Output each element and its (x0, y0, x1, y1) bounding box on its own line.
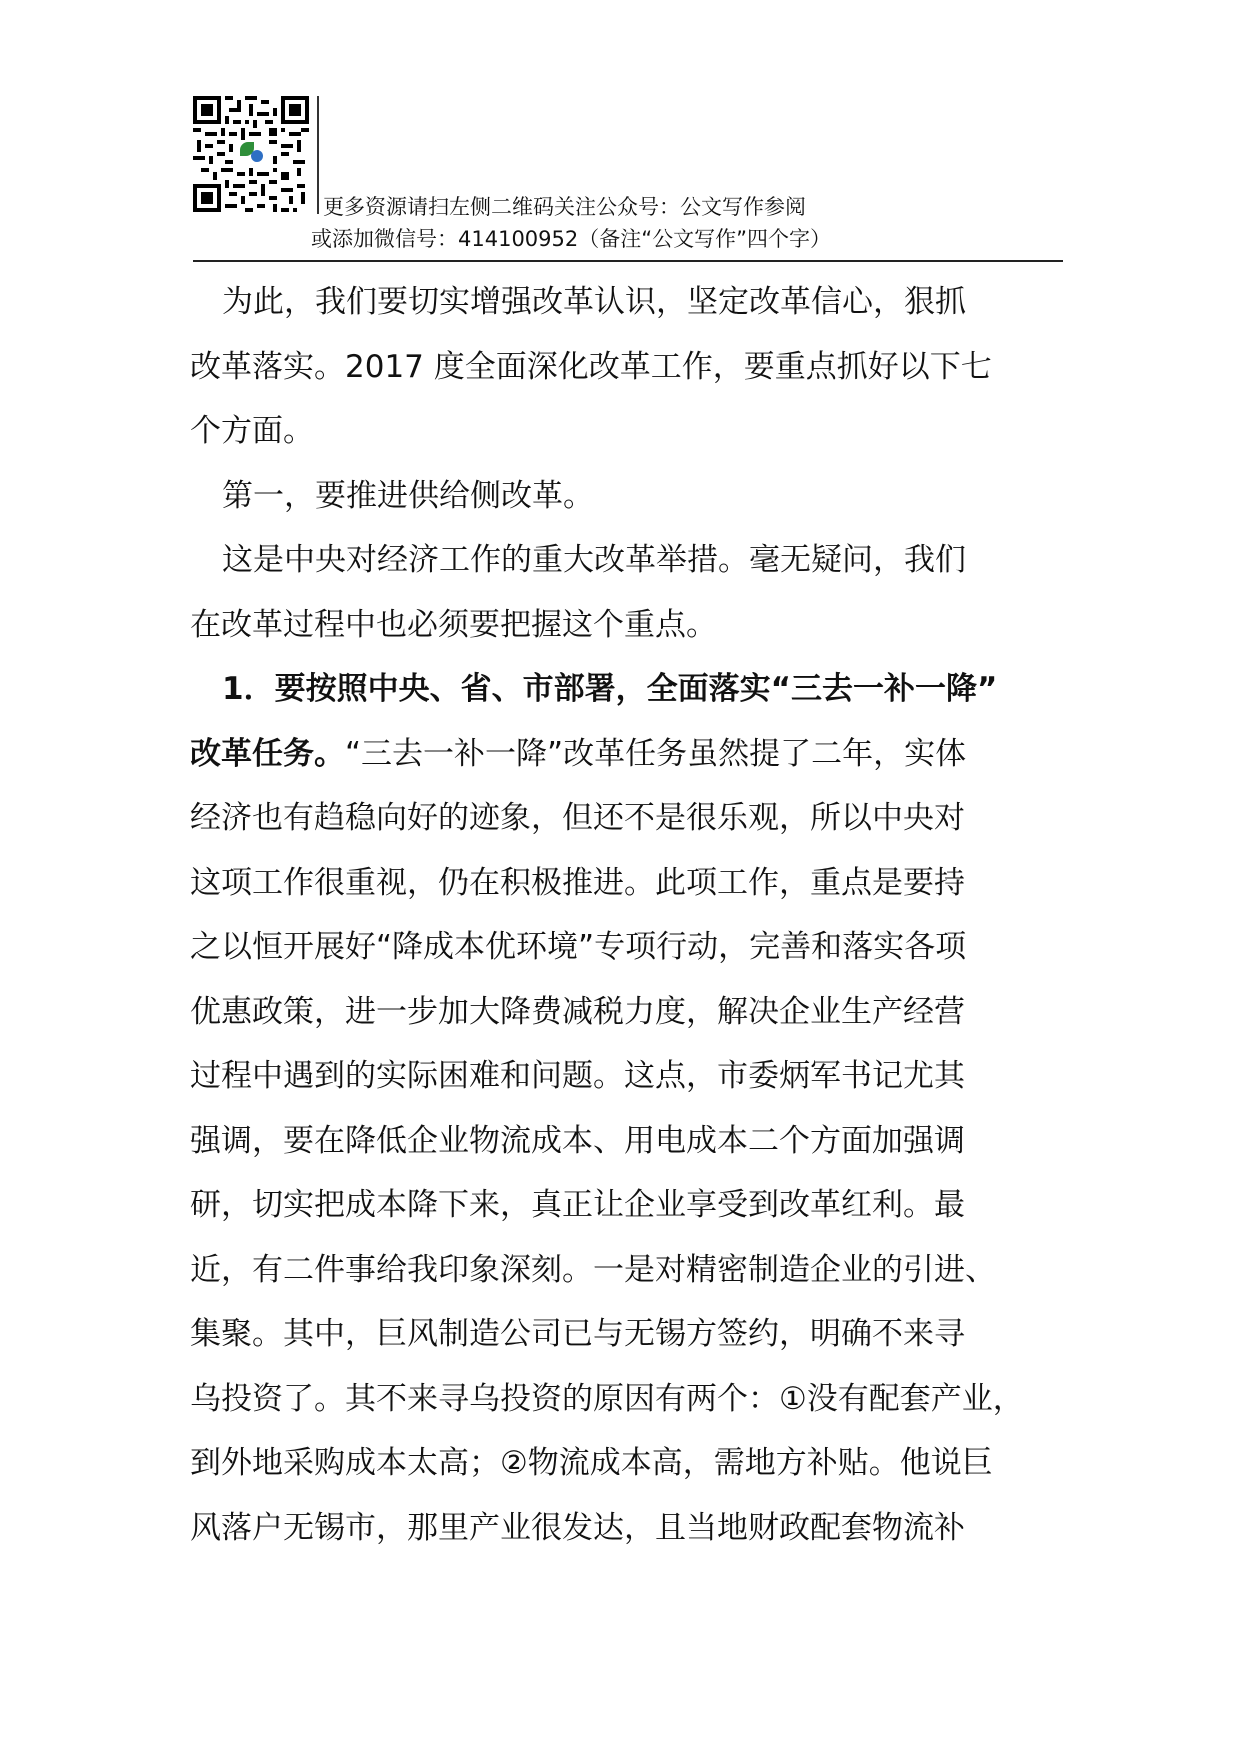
body-line: 在改革过程中也必须要把握这个重点。 (190, 606, 717, 643)
qr-center-logo (237, 140, 265, 166)
page-header (193, 96, 1063, 262)
document-body (190, 270, 1070, 1560)
body-line: 集聚。其中，巨风制造公司已与无锡方签约，明确不来寻 (190, 1316, 965, 1352)
header-caption-line1: 更多资源请扫左侧二维码关注公众号：公文写作参阅 (323, 195, 806, 219)
body-line: 乌投资了。其不来寻乌投资的原因有两个：①没有配套产业， (190, 1380, 1024, 1417)
qr-code (193, 96, 309, 212)
subsection-heading-continued-line (190, 722, 1070, 787)
body-line-segment: “三去一补一降”改革任务虽然提了二年，实体 (345, 735, 967, 772)
header-rule (193, 260, 1063, 262)
body-line: 强调，要在降低企业物流成本、用电成本二个方面加强调 (190, 1122, 965, 1159)
header-caption-line2: 或添加微信号：414100952（备注“公文写作”四个字） (311, 227, 832, 251)
body-line: 风落户无锡市，那里产业很发达，且当地财政配套物流补 (190, 1509, 965, 1546)
body-line: 近，有二件事给我印象深刻。一是对精密制造企业的引进、 (190, 1251, 996, 1288)
body-line: 改革落实。2017 度全面深化改革工作，要重点抓好以下七 (190, 348, 992, 385)
body-line: 个方面。 (190, 413, 314, 449)
section-heading: 第一，要推进供给侧改革。 (222, 477, 594, 514)
body-line: 到外地采购成本太高；②物流成本高，需地方补贴。他说巨 (190, 1445, 993, 1481)
body-line: 之以恒开展好“降成本优环境”专项行动，完善和落实各项 (190, 929, 967, 965)
body-line: 研，切实把成本降下来，真正让企业享受到改革红利。最 (190, 1187, 965, 1223)
body-line: 经济也有趋稳向好的迹象，但还不是很乐观，所以中央对 (190, 800, 965, 836)
body-line: 这是中央对经济工作的重大改革举措。毫无疑问，我们 (222, 542, 966, 578)
body-line: 这项工作很重视，仍在积极推进。此项工作，重点是要持 (190, 864, 965, 901)
body-line: 过程中遇到的实际困难和问题。这点，市委炳军书记尤其 (190, 1058, 965, 1094)
subsection-heading: 1．要按照中央、省、市部署，全面落实“三去一补一降” (222, 671, 998, 707)
body-line: 优惠政策，进一步加大降费减税力度，解决企业生产经营 (190, 993, 965, 1030)
header-divider (317, 96, 319, 214)
body-line: 为此，我们要切实增强改革认识，坚定改革信心，狠抓 (222, 284, 966, 320)
subsection-heading-tail: 改革任务。 (190, 735, 345, 772)
